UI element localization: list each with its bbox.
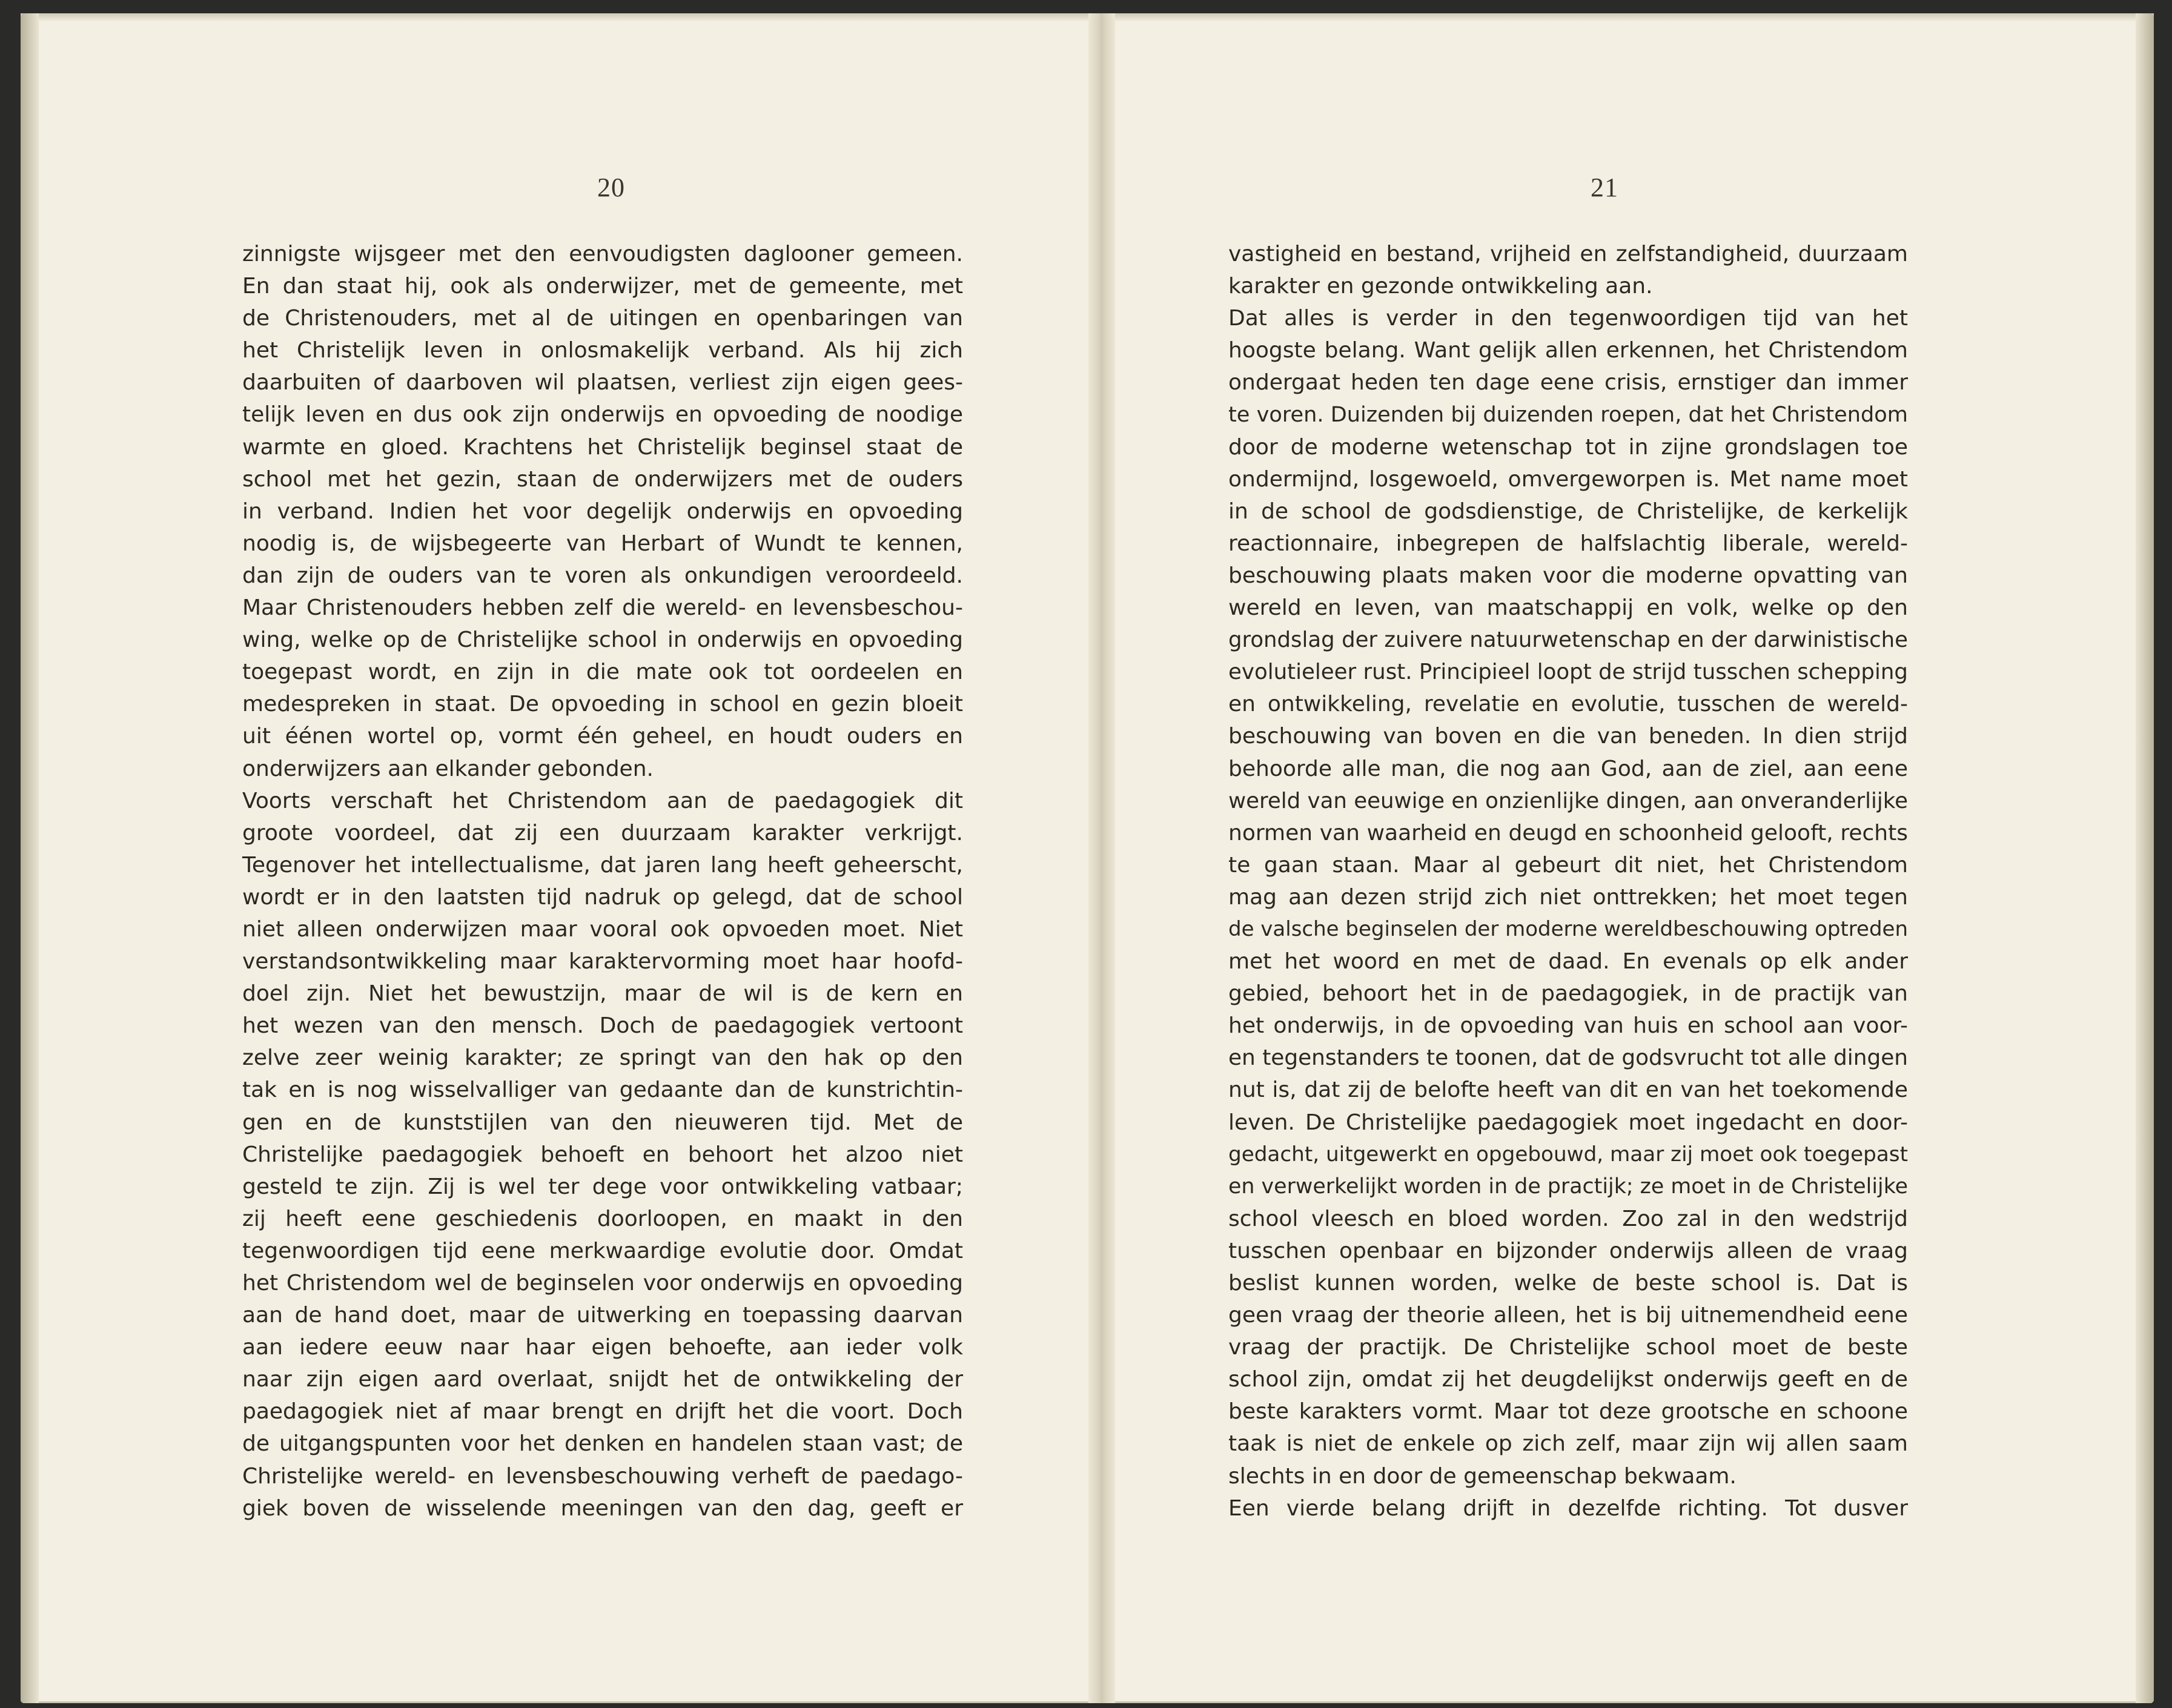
- text-line: Een vierde belang drijft in dezelfde richting. Tot dusver: [1228, 1495, 1908, 1521]
- text-line: beste karakters vormt. Maar tot deze grootsche en schoone: [1228, 1399, 1908, 1425]
- text-line: het wezen van den mensch. Doch de paedagogiek vertoont: [242, 1013, 963, 1039]
- text-line: Dat alles is verder in den tegenwoordigen tijd van het: [1228, 306, 1908, 331]
- text-line: Tegenover het intellectualisme, dat jaren lang heeft geheerscht,: [242, 852, 963, 878]
- text-line: tusschen openbaar en bijzonder onderwijs alleen de vraag: [1228, 1238, 1908, 1263]
- text-line: in verband. Indien het voor degelijk onderwijs en opvoeding: [242, 498, 963, 524]
- text-line: noodig is, de wijsbegeerte van Herbart of Wundt te kennen,: [242, 531, 963, 556]
- text-line: gesteld te zijn. Zij is wel ter dege voor ontwikkeling vatbaar;: [242, 1174, 963, 1199]
- text-line: telijk leven en dus ook zijn onderwijs en opvoeding de noodige: [242, 402, 963, 428]
- text-line: karakter en gezonde ontwikkeling aan.: [1228, 274, 1653, 299]
- text-line: verstandsontwikkeling maar karaktervorming moet haar hoofd-: [242, 949, 963, 975]
- text-line: en ontwikkeling, revelatie en evolutie, tusschen de wereld-: [1228, 692, 1908, 717]
- text-line: En dan staat hij, ook als onderwijzer, met de gemeente, met: [242, 274, 963, 299]
- text-line: ondergaat heden ten dage eene crisis, ernstiger dan immer: [1228, 370, 1908, 396]
- text-line: giek boven de wisselende meeningen van den dag, geeft er: [242, 1495, 963, 1521]
- text-line: gedacht, uitgewerkt en opgebouwd, maar zij moet ook toegepast: [1228, 1142, 1908, 1167]
- text-line: paedagogiek niet af maar brengt en drijft het die voort. Doch: [242, 1399, 963, 1425]
- left-fore-edge: [21, 13, 39, 1703]
- text-line: ondermijnd, losgewoeld, omvergeworpen is. Met name moet: [1228, 466, 1908, 492]
- text-line: wing, welke op de Christelijke school in onderwijs en opvoeding: [242, 627, 963, 653]
- text-line: vraag der practijk. De Christelijke school moet de beste: [1228, 1335, 1908, 1360]
- text-line: aan de hand doet, maar de uitwerking en toepassing daarvan: [242, 1303, 963, 1328]
- text-line: evolutieleer rust. Principieel loopt de strijd tusschen schepping: [1228, 660, 1908, 685]
- text-line: Maar Christenouders hebben zelf die wereld- en levensbeschou-: [242, 595, 963, 621]
- text-line: reactionnaire, inbegrepen de halfslachtig liberale, wereld-: [1228, 531, 1908, 556]
- text-line: groote voordeel, dat zij een duurzaam karakter verkrijgt.: [242, 820, 963, 846]
- text-line: zinnigste wijsgeer met den eenvoudigsten daglooner gemeen.: [242, 242, 963, 266]
- text-line: medespreken in staat. De opvoeding in school en gezin bloeit: [242, 692, 963, 717]
- text-line: toegepast wordt, en zijn in die mate ook tot oordeelen en: [242, 660, 963, 685]
- text-line: niet alleen onderwijzen maar vooral ook opvoeden moet. Niet: [242, 916, 963, 942]
- text-line: Voorts verschaft het Christendom aan de paedagogiek dit: [242, 788, 963, 813]
- text-line: nut is, dat zij de belofte heeft van dit en van het toekomende: [1228, 1077, 1908, 1103]
- right-fore-edge: [2136, 13, 2154, 1703]
- text-line: leven. De Christelijke paedagogiek moet ingedacht en door-: [1228, 1110, 1908, 1135]
- text-line: beschouwing plaats maken voor die moderne opvatting van: [1228, 563, 1908, 588]
- text-line: in de school de godsdienstige, de Christelijke, de kerkelijk: [1228, 498, 1908, 524]
- text-line: onderwijzers aan elkander gebonden.: [242, 756, 654, 781]
- text-line: zij heeft eene geschiedenis doorloopen, en maakt in den: [242, 1206, 963, 1231]
- text-line: gen en de kunststijlen van den nieuweren tijd. Met de: [242, 1110, 963, 1135]
- text-line: tegenwoordigen tijd eene merkwaardige evolutie door. Omdat: [242, 1238, 963, 1263]
- text-line: de valsche beginselen der moderne wereldbeschouwing optreden: [1228, 916, 1908, 941]
- text-line: het Christendom wel de beginselen voor onderwijs en opvoeding: [242, 1271, 963, 1296]
- text-line: dan zijn de ouders van te voren als onkundigen veroordeeld.: [242, 563, 963, 588]
- text-line: de Christenouders, met al de uitingen en openbaringen van: [242, 306, 963, 331]
- text-line: en verwerkelijkt worden in de practijk; ze moet in de Christelijke: [1228, 1174, 1909, 1199]
- text-line: behoorde alle man, die nog aan God, aan de ziel, aan eene: [1228, 756, 1908, 781]
- text-line: het Christelijk leven in onlosmakelijk verband. Als hij zich: [242, 338, 963, 363]
- text-line: Christelijke paedagogiek behoeft en behoort het alzoo niet: [242, 1142, 963, 1167]
- text-line: het onderwijs, in de opvoeding van huis en school aan voor-: [1228, 1013, 1908, 1039]
- left-page-number: 20: [597, 173, 625, 202]
- text-line: naar zijn eigen aard overlaat, snijdt het de ontwikkeling der: [242, 1367, 963, 1392]
- text-line: aan iedere eeuw naar haar eigen behoefte, aan ieder volk: [242, 1335, 963, 1360]
- text-line: mag aan dezen strijd zich niet onttrekken; het moet tegen: [1228, 884, 1908, 910]
- text-line: zelve zeer weinig karakter; ze springt van den hak op den: [242, 1045, 963, 1071]
- text-line: hoogste belang. Want gelijk allen erkennen, het Christendom: [1228, 338, 1908, 363]
- text-line: school vleesch en bloed worden. Zoo zal in den wedstrijd: [1228, 1206, 1908, 1231]
- text-line: tak en is nog wisselvalliger van gedaante dan de kunstrichtin-: [242, 1077, 963, 1103]
- text-line: wordt er in den laatsten tijd nadruk op gelegd, dat de school: [242, 884, 963, 910]
- text-line: school zijn, omdat zij het deugdelijkst onderwijs geeft en de: [1228, 1367, 1908, 1392]
- text-line: en tegenstanders te toonen, dat de godsvrucht tot alle dingen: [1228, 1045, 1908, 1071]
- right-page-number: 21: [1591, 173, 1618, 202]
- text-line: taak is niet de enkele op zich zelf, maar zijn wij allen saam: [1228, 1431, 1908, 1457]
- text-line: doel zijn. Niet het bewustzijn, maar de wil is de kern en: [242, 981, 963, 1007]
- text-line: beslist kunnen worden, welke de beste school is. Dat is: [1228, 1271, 1908, 1296]
- text-line: daarbuiten of daarboven wil plaatsen, verliest zijn eigen gees-: [242, 370, 963, 396]
- text-line: school met het gezin, staan de onderwijzers met de ouders: [242, 466, 963, 492]
- text-line: grondslag der zuivere natuurwetenschap en der darwinistische: [1228, 627, 1908, 653]
- book-spine: [1088, 13, 1115, 1703]
- text-line: vastigheid en bestand, vrijheid en zelfstandigheid, duurzaam: [1228, 242, 1908, 266]
- text-line: beschouwing van boven en die van beneden. In dien strijd: [1228, 724, 1908, 749]
- text-line: door de moderne wetenschap tot in zijne grondslagen toe: [1228, 434, 1908, 460]
- text-line: te voren. Duizenden bij duizenden roepen, dat het Christendom: [1228, 402, 1908, 428]
- text-line: gebied, behoort het in de paedagogiek, in de practijk van: [1228, 981, 1908, 1007]
- text-line: Christelijke wereld- en levensbeschouwing verheft de paedago-: [242, 1463, 963, 1489]
- text-line: normen van waarheid en deugd en schoonheid gelooft, rechts: [1228, 820, 1908, 846]
- text-line: uit éénen wortel op, vormt één geheel, en houdt ouders en: [242, 724, 963, 749]
- left-page-text: [242, 238, 963, 1524]
- right-page-text: [1228, 238, 1908, 1524]
- text-line: met het woord en met de daad. En evenals op elk ander: [1228, 949, 1908, 975]
- text-line: de uitgangspunten voor het denken en handelen staan vast; de: [242, 1431, 963, 1457]
- text-line: geen vraag der theorie alleen, het is bij uitnemendheid eene: [1228, 1303, 1908, 1328]
- text-line: wereld van eeuwige en onzienlijke dingen, aan onveranderlijke: [1228, 788, 1908, 813]
- text-line: slechts in en door de gemeenschap bekwaam.: [1228, 1463, 1737, 1489]
- text-line: warmte en gloed. Krachtens het Christelijk beginsel staat de: [242, 434, 963, 460]
- text-line: wereld en leven, van maatschappij en volk, welke op den: [1228, 595, 1908, 621]
- text-line: te gaan staan. Maar al gebeurt dit niet, het Christendom: [1228, 852, 1908, 878]
